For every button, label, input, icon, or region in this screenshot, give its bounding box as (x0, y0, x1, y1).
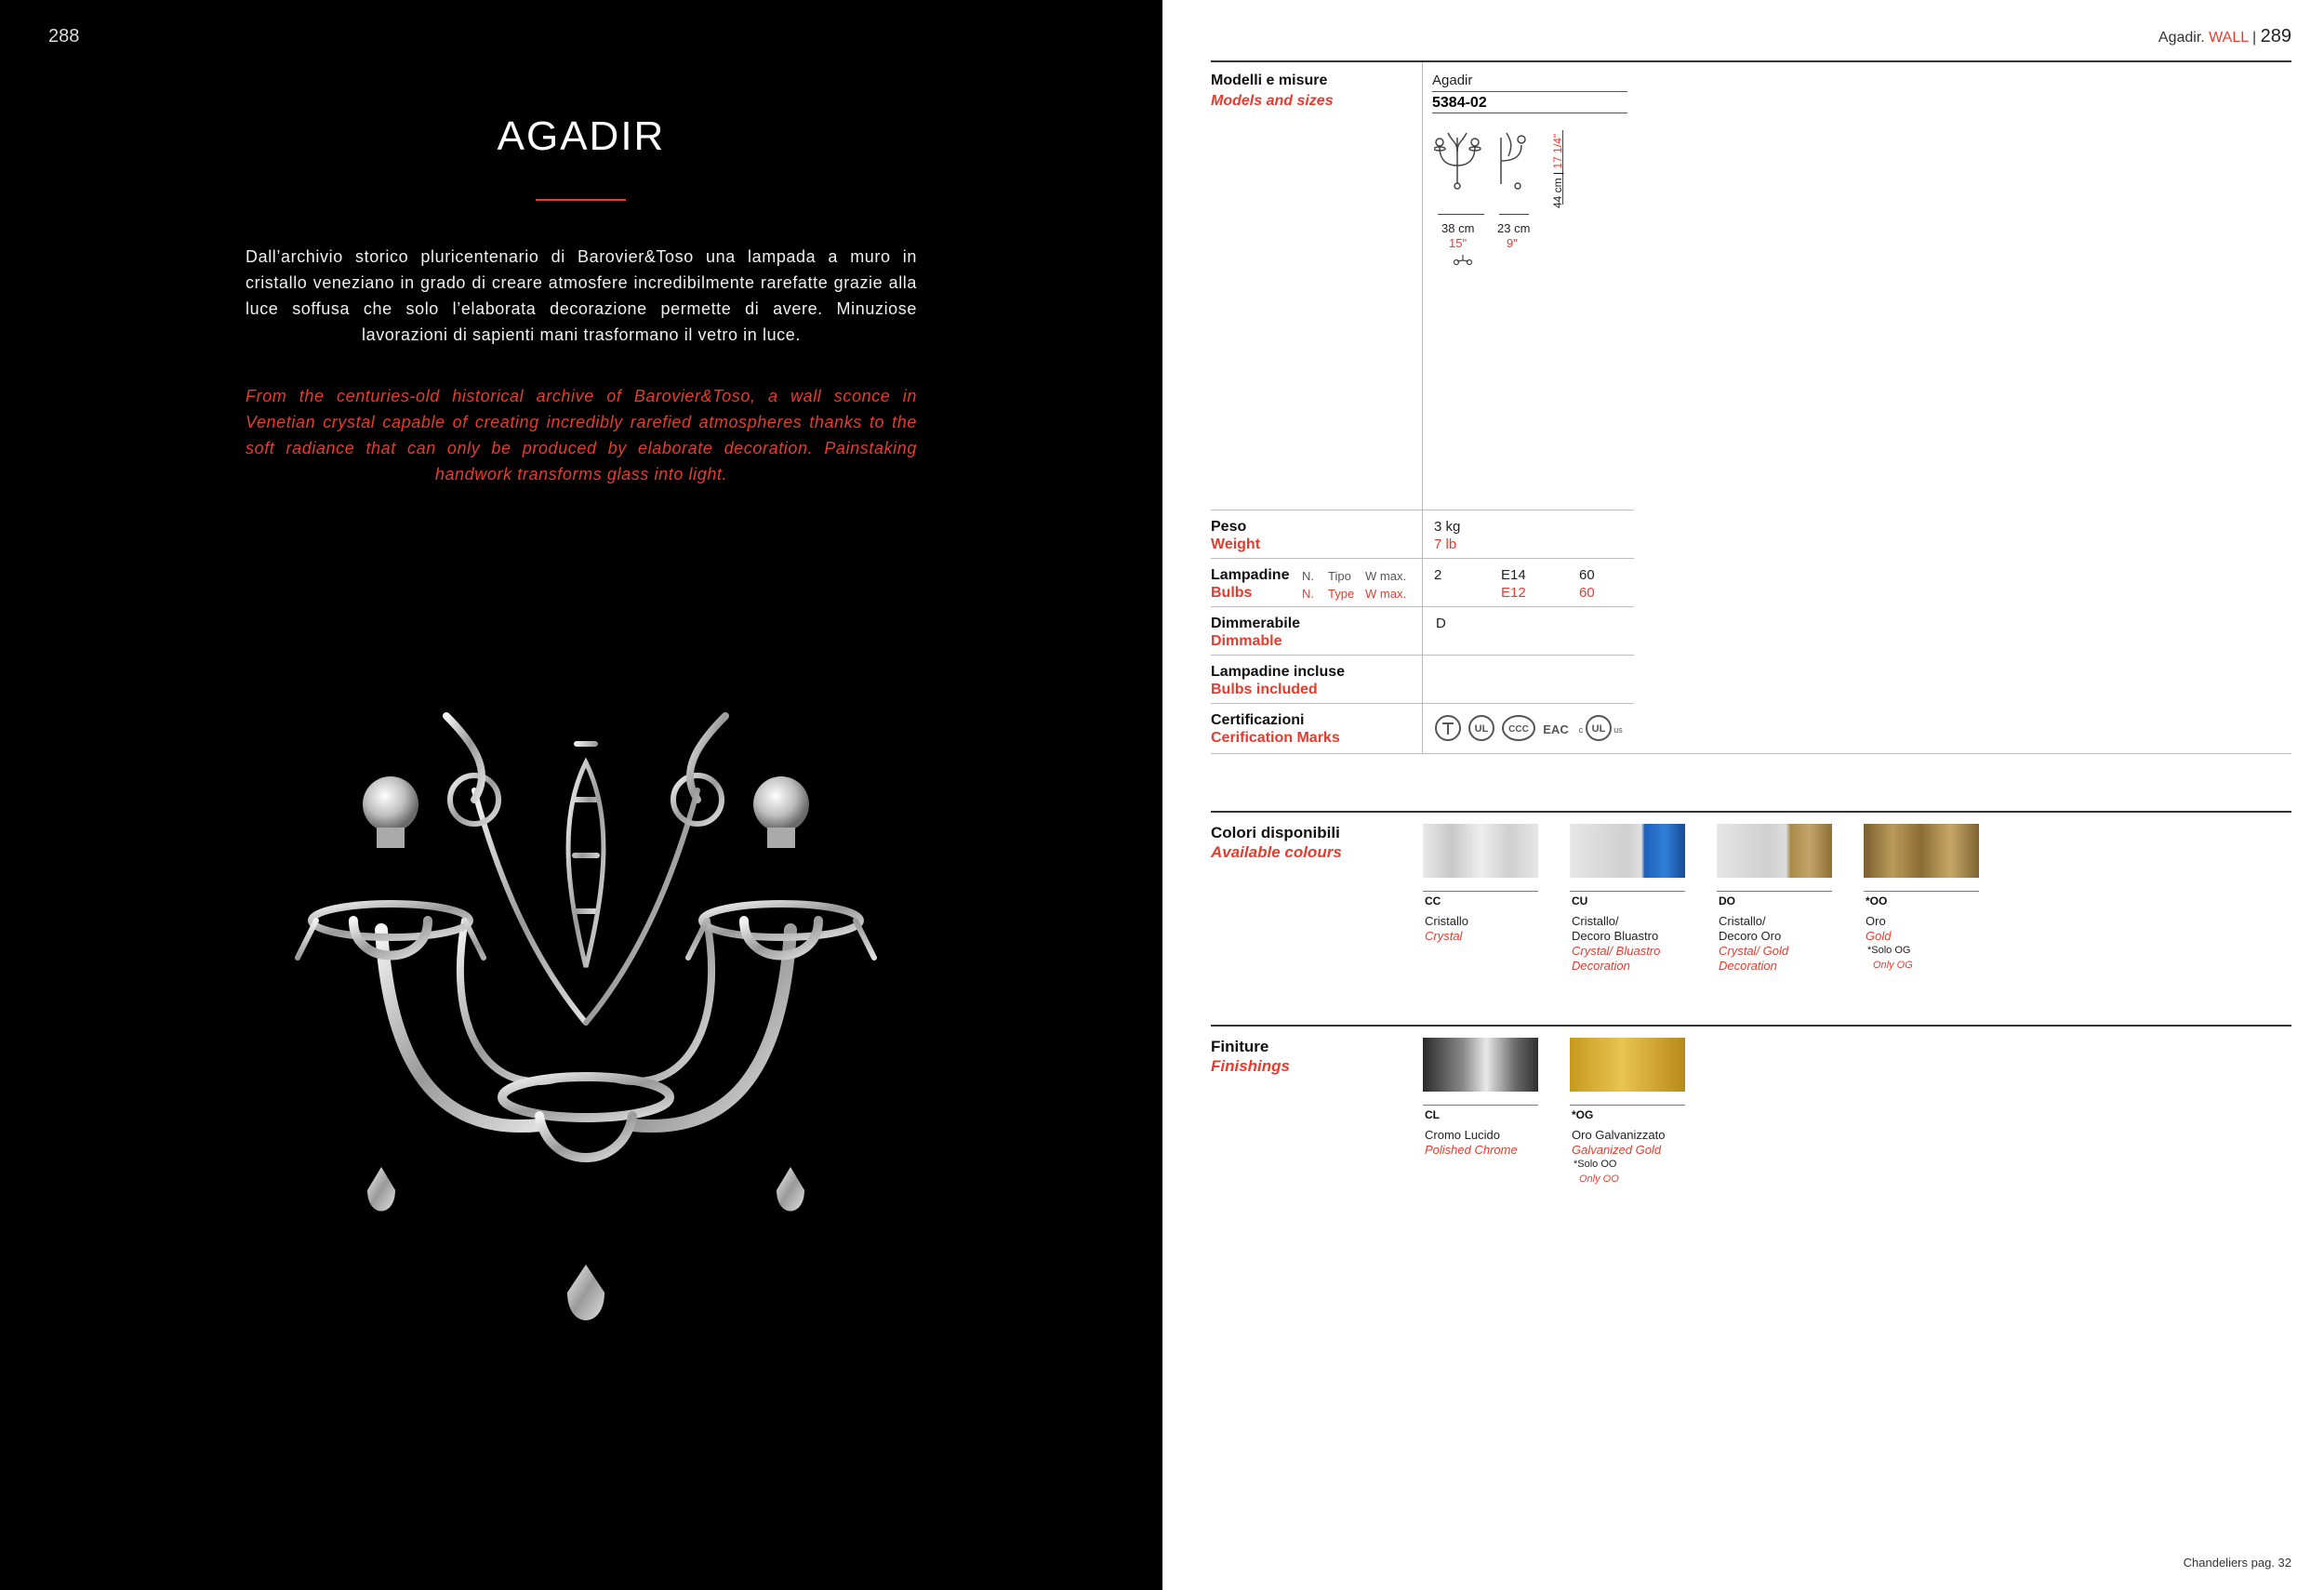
cul-us-mark-icon (1575, 714, 1627, 742)
colour-name: Cristallo/ (1572, 914, 1619, 928)
swatch-crystal-gold[interactable] (1717, 824, 1832, 878)
finish-note-en: Only OO (1579, 1173, 1619, 1185)
ccc-mark-icon (1501, 714, 1536, 742)
colour-name-en: Crystal/ Gold (1719, 944, 1789, 958)
colour-name-en: Gold (1866, 929, 1892, 943)
arms-icon (1453, 253, 1473, 266)
bulbs-wmax-header-en: W max. (1365, 587, 1407, 601)
finishes-rule (1211, 1025, 2291, 1027)
weight-value: 3 kg (1434, 519, 1461, 535)
colours-rule (1211, 811, 2291, 813)
colour-note-en: Only OG (1873, 960, 1913, 971)
ul-mark-text: UL (1474, 723, 1489, 735)
bulbs-type-header-en: Type (1328, 587, 1355, 601)
colour-name: Oro (1866, 914, 1886, 928)
header-category: WALL (2209, 30, 2249, 46)
finish-name: Oro Galvanizzato (1572, 1128, 1666, 1142)
colour-name-en: Crystal (1425, 929, 1463, 943)
swatch-crystal-blue[interactable] (1570, 824, 1685, 878)
height-in: 17 1/4" (1551, 133, 1564, 169)
tuv-mark-icon (1434, 714, 1462, 742)
swatch-polished-chrome[interactable] (1423, 1038, 1538, 1092)
swatch-gold[interactable] (1864, 824, 1979, 878)
swatch-rule (1864, 891, 1979, 892)
colour-name-line2: Decoro Bluastro (1572, 929, 1659, 943)
certification-marks (1434, 712, 1627, 744)
models-label-en: Models and sizes (1211, 93, 1334, 109)
row-divider (1211, 655, 1634, 656)
bulbs-included-label: Lampadine incluse (1211, 664, 1346, 680)
bulbs-n-header-en: N. (1302, 587, 1314, 601)
bulbs-included-label-en: Bulbs included (1211, 682, 1318, 697)
bulbs-label: Lampadine (1211, 567, 1290, 583)
description-italian: Dall’archivio storico pluricentenario di Barovier&Toso una lampada a muro in cristallo veneziano in grado di creare atmosfere incredibilmente rarefatte grazie alla luce soffusa che solo l’elaborata decorazione permette di avere. Minuziose lavorazioni di sapienti mani trasformano il vetro in luce. (246, 247, 917, 344)
ccc-mark-text: CCC (1508, 724, 1529, 735)
running-header (2158, 26, 2291, 47)
bulbs-wmax-header: W max. (1365, 569, 1407, 583)
header-separator: | (2252, 30, 2257, 46)
swatch-rule (1423, 1105, 1538, 1106)
dimmable-label: Dimmerabile (1211, 616, 1301, 631)
row-divider (1211, 606, 1634, 607)
bulbs-label-en: Bulbs (1211, 585, 1253, 601)
swatch-rule (1570, 891, 1685, 892)
width-dimension-line (1438, 214, 1484, 215)
finish-name: Cromo Lucido (1425, 1128, 1500, 1142)
finish-name-en: Galvanized Gold (1572, 1143, 1662, 1157)
colour-name-en-line2: Decoration (1719, 959, 1777, 973)
height-separator: | (1551, 171, 1564, 175)
bulbs-wmax: 60 (1579, 567, 1595, 583)
footer-reference: Chandeliers pag. 32 (2183, 1556, 2291, 1570)
colour-name: Cristallo (1425, 914, 1468, 928)
swatch-crystal[interactable] (1423, 824, 1538, 878)
colours-label-en: Available colours (1211, 843, 1342, 861)
bulbs-wmax-en: 60 (1579, 585, 1595, 601)
bulbs-n: 2 (1434, 567, 1442, 583)
dimmable-value: D (1436, 616, 1446, 631)
finishes-label-en: Finishings (1211, 1057, 1290, 1075)
product-title: AGADIR (497, 113, 666, 159)
colour-code: CC (1425, 894, 1441, 908)
width-in: 15" (1449, 236, 1467, 250)
height-cm: 44 cm (1551, 178, 1564, 208)
description-english: From the centuries-old historical archive of Barovier&Toso, a wall sconce in Venetian crystal capable of creating incredibly rarefied atmospheres thanks to the soft radiance that can only be produced by elaborate decoration. Painstaking handwork transforms glass into light. (246, 387, 917, 484)
finish-code: CL (1425, 1108, 1440, 1121)
bulbs-type-en: E12 (1501, 585, 1526, 601)
colour-code: CU (1572, 894, 1588, 908)
bulbs-n-header: N. (1302, 569, 1314, 583)
finishes-label: Finiture (1211, 1038, 1269, 1055)
finish-note: *Solo OO (1574, 1159, 1617, 1170)
weight-label: Peso (1211, 519, 1247, 535)
height-dimension (1551, 134, 1564, 208)
colour-note: *Solo OG (1867, 945, 1911, 956)
swatch-galvanized-gold[interactable] (1570, 1038, 1685, 1092)
eac-mark-text: EAC (1543, 722, 1569, 736)
sketch-side-view (1494, 128, 1549, 203)
right-page-number: 289 (2260, 26, 2291, 46)
model-name: Agadir (1432, 73, 1473, 88)
cul-c-text: c (1578, 725, 1584, 735)
bulbs-type: E14 (1501, 567, 1526, 583)
lamp-photo (260, 688, 911, 1339)
weight-value-en: 7 lb (1434, 537, 1457, 552)
colour-name-en: Crystal/ Bluastro (1572, 944, 1661, 958)
colour-name-en-line2: Decoration (1572, 959, 1630, 973)
certifications-label: Certificazioni (1211, 712, 1305, 728)
finish-name-en: Polished Chrome (1425, 1143, 1518, 1157)
depth-cm: 23 cm (1497, 221, 1531, 235)
spec-column-divider (1422, 62, 1423, 753)
depth-in: 9" (1507, 236, 1518, 250)
swatch-rule (1717, 891, 1832, 892)
colour-code: DO (1719, 894, 1735, 908)
colour-name-line2: Decoro Oro (1719, 929, 1782, 943)
top-rule (1211, 60, 2291, 62)
certifications-label-en: Cerification Marks (1211, 730, 1340, 746)
cul-us-text: us (1614, 725, 1623, 735)
colours-label: Colori disponibili (1211, 824, 1340, 841)
swatch-rule (1423, 891, 1538, 892)
bulbs-type-header: Tipo (1328, 569, 1351, 583)
model-code: 5384-02 (1432, 95, 1487, 111)
model-name-rule (1432, 91, 1627, 92)
models-label: Modelli e misure (1211, 73, 1328, 88)
title-underline (536, 199, 626, 201)
depth-dimension-line (1499, 214, 1529, 215)
dimmable-label-en: Dimmable (1211, 633, 1282, 649)
ul-mark-icon (1467, 714, 1495, 742)
finish-code: *OG (1572, 1108, 1594, 1121)
swatch-rule (1570, 1105, 1685, 1106)
colour-code: *OO (1866, 894, 1888, 908)
left-page-number: 288 (48, 26, 80, 46)
row-divider (1211, 703, 1634, 704)
colour-name: Cristallo/ (1719, 914, 1766, 928)
header-product: Agadir. (2158, 30, 2205, 46)
row-divider (1211, 558, 1634, 559)
eac-mark-icon (1542, 714, 1570, 742)
weight-label-en: Weight (1211, 537, 1261, 552)
width-cm: 38 cm (1441, 221, 1475, 235)
right-page (1162, 0, 2324, 1590)
cul-ul-text: UL (1591, 723, 1606, 735)
spec-bottom-rule (1211, 753, 2291, 754)
